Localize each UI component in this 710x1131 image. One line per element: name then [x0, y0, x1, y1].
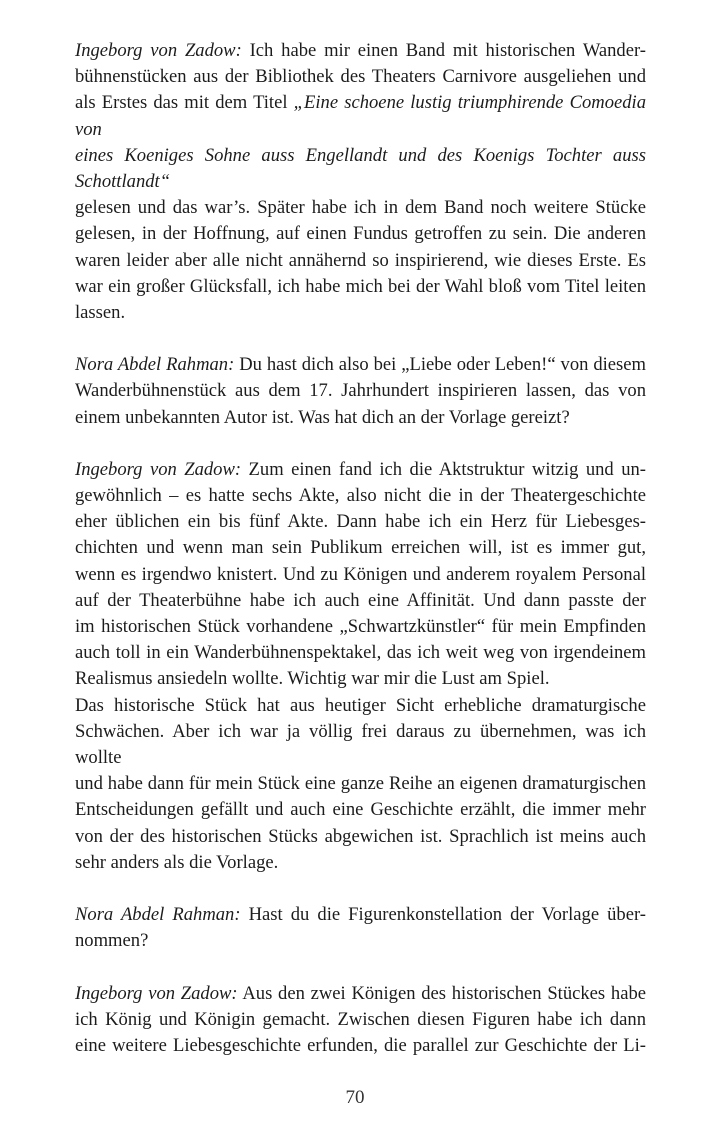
body-text: auf der Theaterbühne habe ich auch eine Affinität. Und dann passte der	[75, 589, 646, 611]
text-line	[75, 300, 646, 326]
text-line	[75, 90, 646, 142]
page-number: 70	[345, 1087, 365, 1109]
text-line	[75, 378, 646, 404]
body-text: Aus den zwei Königen des historischen Stückes habe	[242, 982, 647, 1004]
body-text: einem unbekannten Autor ist. Was hat dich an der Vorlage gereizt?	[75, 406, 570, 428]
body-text: bühnenstücken aus der Bibliothek des Theaters Carnivore ausgeliehen und	[75, 66, 646, 88]
book-page	[75, 0, 646, 1059]
text-line	[75, 771, 646, 797]
body-text: Zum einen fand ich die Aktstruktur witzig und un-	[248, 458, 646, 480]
body-text: auch toll in ein Wanderbühnenspektakel, das ich weit weg von irgendeinem	[75, 642, 646, 664]
interview-paragraph	[75, 38, 646, 326]
body-text: nommen?	[75, 930, 149, 952]
text-line	[75, 221, 646, 247]
italic-title-text: eines Koeniges Sohne auss Engellandt und des Koenigs Tochter auss Schottlandt“	[75, 144, 646, 193]
body-text: Das historische Stück hat aus heutiger Sicht erhebliche dramaturgische	[75, 694, 646, 716]
body-text: und habe dann für mein Stück eine ganze Reihe an eigenen dramaturgischen	[75, 773, 646, 795]
speaker-name: Ingeborg von Zadow:	[75, 982, 238, 1004]
text-line	[75, 562, 646, 588]
text-line	[75, 588, 646, 614]
body-text: als Erstes das mit dem Titel	[75, 92, 294, 114]
body-text: Hast du die Figurenkonstellation der Vorlage über-	[248, 904, 646, 926]
speaker-name: Ingeborg von Zadow:	[75, 458, 242, 480]
body-text: ich König und Königin gemacht. Zwischen diesen Figuren habe ich dann	[75, 1008, 646, 1030]
body-text: Entscheidungen gefällt und auch eine Geschichte erzählt, die immer mehr	[75, 799, 646, 821]
text-line	[75, 64, 646, 90]
text-line	[75, 195, 646, 221]
body-text: Wanderbühnenstück aus dem 17. Jahrhundert inspirieren lassen, das von	[75, 380, 646, 402]
text-line	[75, 981, 646, 1007]
text-line	[75, 483, 646, 509]
body-text: war ein großer Glücksfall, ich habe mich bei der Wahl bloß vom Titel leiten	[75, 275, 646, 297]
body-text: eine weitere Liebesgeschichte erfunden, die parallel zur Geschichte der Li-	[75, 1034, 646, 1056]
body-text: von der des historischen Stücks abgewichen ist. Sprachlich ist meins auch	[75, 825, 646, 847]
text-line	[75, 797, 646, 823]
text-line	[75, 719, 646, 771]
text-line	[75, 850, 646, 876]
body-text: eher üblichen ein bis fünf Akte. Dann habe ich ein Herz für Liebesges-	[75, 511, 646, 533]
text-line	[75, 143, 646, 195]
interview-paragraph	[75, 457, 646, 876]
text-line	[75, 693, 646, 719]
text-line	[75, 457, 646, 483]
body-text: im historischen Stück vorhandene „Schwartzkünstler“ für mein Empfinden	[75, 616, 646, 638]
speaker-name: Nora Abdel Rahman:	[75, 904, 241, 926]
body-text: gelesen, in der Hoffnung, auf einen Fundus getroffen zu sein. Die anderen	[75, 223, 646, 245]
text-line	[75, 509, 646, 535]
italic-title-text: „Eine schoene lustig triumphirende Comoedia von	[75, 92, 647, 140]
speaker-name: Ingeborg von Zadow:	[75, 40, 242, 61]
text-line	[75, 274, 646, 300]
interview-paragraph	[75, 981, 646, 1060]
text-line	[75, 928, 646, 954]
body-text: gelesen und das war’s. Später habe ich in dem Band noch weitere Stücke	[75, 197, 646, 219]
text-line	[75, 902, 646, 928]
text-line	[75, 405, 646, 431]
body-text: lassen.	[75, 302, 126, 324]
body-text: Du hast dich also bei „Liebe oder Leben!“ von diesem	[239, 354, 646, 376]
text-line	[75, 614, 646, 640]
text-line	[75, 666, 646, 692]
body-text: wenn es irgendwo knistert. Und zu Königen und anderem royalem Personal	[75, 563, 646, 585]
text-line	[75, 352, 646, 378]
body-text: waren leider aber alle nicht annähernd so inspirierend, wie dieses Erste. Es	[75, 249, 646, 271]
body-text: gewöhnlich – es hatte sechs Akte, also nicht die in der Theatergeschichte	[75, 485, 646, 507]
text-line	[75, 640, 646, 666]
speaker-name: Nora Abdel Rahman:	[75, 354, 235, 376]
body-text: chichten und wenn man sein Publikum erreichen will, ist es immer gut,	[75, 537, 646, 559]
interview-paragraph	[75, 902, 646, 954]
text-line	[75, 1033, 646, 1059]
body-text: sehr anders als die Vorlage.	[75, 851, 279, 873]
body-text: Realismus ansiedeln wollte. Wichtig war mir die Lust am Spiel.	[75, 668, 550, 690]
body-text: Schwächen. Aber ich war ja völlig frei daraus zu übernehmen, was ich wollte	[75, 720, 646, 769]
text-line	[75, 1007, 646, 1033]
text-line	[75, 535, 646, 561]
text-line	[75, 248, 646, 274]
body-text: Ich habe mir einen Band mit historischen Wander-	[249, 40, 646, 61]
text-line	[75, 38, 646, 64]
interview-paragraph	[75, 352, 646, 431]
text-line	[75, 824, 646, 850]
